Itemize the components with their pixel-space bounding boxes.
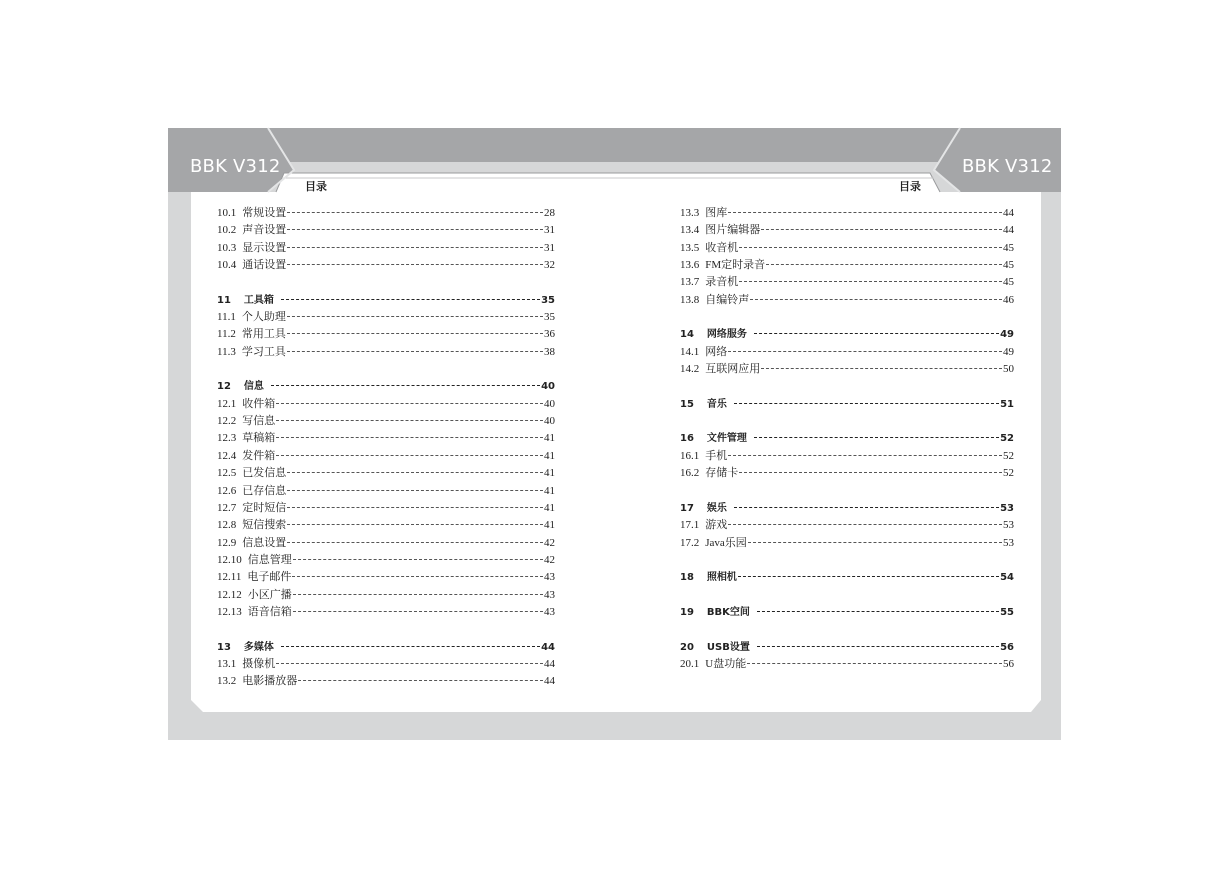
toc-leader-dots [287, 472, 543, 473]
toc-leader-dots [739, 247, 1002, 248]
toc-entry-page: 41 [544, 467, 555, 480]
toc-entry-title: 网络 [705, 345, 728, 358]
toc-entry-title: 电影播放器 [242, 675, 298, 688]
toc-entry-number: 10.4 [217, 259, 237, 272]
toc-entry-page: 44 [1003, 224, 1014, 237]
toc-leader-dots [748, 542, 1002, 543]
toc-entry[interactable] [217, 656, 555, 673]
toc-entry-number: 20.1 [680, 657, 700, 670]
toc-entry[interactable] [217, 552, 555, 569]
toc-entry-number: 12.2 [217, 415, 237, 428]
toc-entry-number: 13.7 [680, 276, 700, 289]
toc-entry[interactable] [217, 535, 555, 552]
toc-entry-number: 11.2 [217, 328, 236, 341]
toc-leader-dots [293, 559, 543, 560]
toc-leader-dots [761, 229, 1002, 230]
toc-entry-number: 13 [217, 641, 231, 653]
toc-entry[interactable] [217, 587, 555, 604]
toc-entry[interactable] [680, 222, 1014, 239]
toc-entry[interactable] [680, 448, 1014, 465]
toc-entry[interactable] [680, 535, 1014, 552]
toc-entry-title: 照相机 [706, 572, 737, 584]
toc-gap [680, 309, 1014, 326]
toc-entry-page: 32 [544, 259, 555, 272]
toc-entry-number: 12.10 [217, 553, 242, 566]
toc-entry-number: 20 [680, 641, 694, 653]
toc-entry-number: 12.3 [217, 432, 237, 445]
toc-entry-number: 11 [217, 294, 231, 306]
toc-entry-title: 常用工具 [241, 328, 286, 341]
toc-leader-dots [750, 299, 1002, 300]
brand-title-right: BBK V312 [962, 156, 1053, 177]
toc-entry-title: 互联网应用 [705, 363, 761, 376]
toc-entry[interactable] [217, 413, 555, 430]
toc-entry-title: 个人助理 [241, 311, 286, 324]
toc-entry-title: 发件箱 [242, 449, 276, 462]
toc-entry-title: 定时短信 [242, 501, 287, 514]
toc-leader-dots [287, 542, 543, 543]
toc-entry-title: 小区广播 [247, 588, 292, 601]
toc-leader-dots [287, 316, 543, 317]
toc-entry[interactable] [217, 430, 555, 447]
toc-entry-title: 游戏 [705, 519, 728, 532]
toc-column-left [217, 205, 555, 691]
toc-leader-dots [293, 611, 543, 612]
toc-entry-page: 49 [1000, 329, 1014, 341]
toc-entry[interactable] [217, 309, 555, 326]
toc-entry[interactable] [217, 465, 555, 482]
toc-entry-page: 53 [1003, 536, 1014, 549]
toc-entry-page: 44 [544, 657, 555, 670]
toc-entry-title: 声音设置 [242, 224, 287, 237]
toc-entry-number: 12.12 [217, 588, 242, 601]
toc-leader-dots [287, 264, 543, 265]
toc-entry-title: 信息设置 [242, 536, 287, 549]
toc-entry-number: 11.1 [217, 311, 236, 324]
toc-entry-title: 图片编辑器 [705, 224, 761, 237]
toc-entry-page: 53 [1003, 519, 1014, 532]
toc-entry-page: 40 [544, 415, 555, 428]
toc-entry-title: 收音机 [705, 241, 739, 254]
toc-entry[interactable] [217, 673, 555, 690]
toc-leader-dots [287, 490, 543, 491]
toc-entry-number: 17 [680, 502, 694, 514]
toc-leader-dots [728, 212, 1002, 213]
toc-entry[interactable] [680, 257, 1014, 274]
toc-entry-page: 55 [1000, 606, 1014, 618]
toc-entry-page: 36 [544, 328, 555, 341]
toc-entry[interactable] [680, 361, 1014, 378]
toc-entry[interactable] [217, 205, 555, 222]
toc-entry-number: 19 [680, 606, 694, 618]
toc-entry[interactable] [217, 569, 555, 586]
toc-entry-page: 41 [544, 519, 555, 532]
toc-leader-dots [276, 663, 543, 664]
toc-entry-number: 14 [680, 329, 694, 341]
toc-entry-title: 录音机 [705, 276, 739, 289]
toc-leader-dots [747, 663, 1002, 664]
toc-entry[interactable] [680, 292, 1014, 309]
toc-entry-page: 53 [1000, 502, 1014, 514]
toc-entry-title: 已发信息 [242, 467, 287, 480]
toc-chapter-entry[interactable] [217, 378, 555, 395]
toc-entry-page: 49 [1003, 345, 1014, 358]
toc-entry[interactable] [680, 344, 1014, 361]
toc-entry-number: 12.8 [217, 519, 237, 532]
toc-entry[interactable] [680, 274, 1014, 291]
toc-entry-page: 41 [544, 501, 555, 514]
toc-leader-dots [287, 212, 543, 213]
toc-chapter-entry[interactable] [680, 396, 1014, 413]
toc-entry[interactable] [217, 222, 555, 239]
brand-title-left: BBK V312 [190, 156, 281, 177]
toc-entry-page: 52 [1003, 467, 1014, 480]
toc-entry-number: 13.8 [680, 293, 700, 306]
toc-entry-number: 13.4 [680, 224, 700, 237]
toc-entry[interactable] [217, 326, 555, 343]
toc-chapter-entry[interactable] [680, 500, 1014, 517]
toc-entry-title: 学习工具 [241, 345, 286, 358]
header-band [168, 128, 1061, 162]
toc-entry-page: 51 [1000, 398, 1014, 410]
toc-entry-number: 10.1 [217, 207, 237, 219]
toc-entry-number: 11.3 [217, 345, 236, 358]
toc-entry-page: 42 [544, 553, 555, 566]
toc-gap [680, 378, 1014, 395]
toc-leader-dots [728, 524, 1002, 525]
toc-entry-title: FM定时录音 [705, 259, 766, 272]
toc-entry-number: 12.7 [217, 501, 237, 514]
toc-entry-page: 31 [544, 224, 555, 237]
toc-entry-title: 存储卡 [705, 467, 739, 480]
toc-gap [680, 587, 1014, 604]
toc-entry-title: 手机 [705, 449, 728, 462]
toc-leader-dots [276, 420, 543, 421]
toc-entry[interactable] [680, 465, 1014, 482]
toc-leader-dots [281, 299, 540, 300]
toc-entry-page: 44 [1003, 207, 1014, 219]
toc-entry-page: 43 [544, 588, 555, 601]
toc-entry-title: 信息管理 [247, 553, 292, 566]
toc-entry-number: 13.6 [680, 259, 700, 272]
toc-entry-page: 35 [544, 311, 555, 324]
section-label-left: 目录 [305, 180, 327, 193]
toc-entry-number: 16 [680, 433, 694, 445]
toc-leader-dots [739, 472, 1002, 473]
toc-gap [680, 621, 1014, 638]
toc-entry[interactable] [217, 500, 555, 517]
toc-leader-dots [287, 247, 543, 248]
toc-leader-dots [271, 385, 540, 386]
toc-leader-dots [281, 646, 540, 647]
toc-leader-dots [276, 437, 543, 438]
toc-gap [217, 361, 555, 378]
toc-entry-number: 12.4 [217, 449, 237, 462]
toc-leader-dots [761, 368, 1002, 369]
toc-entry-number: 17.2 [680, 536, 700, 549]
toc-entry-title: U盘功能 [705, 657, 747, 670]
toc-entry-page: 54 [1000, 572, 1014, 584]
toc-entry-number: 13.5 [680, 241, 700, 254]
toc-leader-dots [754, 437, 999, 438]
toc-chapter-entry[interactable] [217, 639, 555, 656]
toc-entry[interactable] [217, 396, 555, 413]
toc-entry-page: 41 [544, 449, 555, 462]
toc-entry-title: 电子邮件 [247, 571, 292, 584]
toc-leader-dots [293, 594, 543, 595]
toc-entry-page: 31 [544, 241, 555, 254]
toc-entry-title: 文件管理 [706, 433, 747, 445]
toc-entry-number: 12.9 [217, 536, 237, 549]
toc-entry-number: 12 [217, 381, 231, 393]
toc-entry-title: 娱乐 [706, 502, 727, 514]
toc-entry-title: 通话设置 [242, 259, 287, 272]
toc-entry-number: 15 [680, 398, 694, 410]
toc-chapter-entry[interactable] [680, 569, 1014, 586]
toc-entry-title: 显示设置 [242, 241, 287, 254]
toc-leader-dots [766, 264, 1002, 265]
toc-entry-page: 41 [544, 432, 555, 445]
toc-entry-title: 信息 [243, 381, 264, 393]
toc-entry-page: 42 [544, 536, 555, 549]
toc-entry-title: 常规设置 [242, 207, 287, 219]
toc-leader-dots [728, 351, 1002, 352]
toc-entry-number: 17.1 [680, 519, 700, 532]
toc-entry[interactable] [680, 517, 1014, 534]
toc-entry-title: 工具箱 [243, 294, 274, 306]
toc-entry-page: 38 [544, 345, 555, 358]
section-label-right: 目录 [899, 180, 921, 193]
toc-entry-number: 14.2 [680, 363, 700, 376]
toc-entry-number: 16.1 [680, 449, 700, 462]
toc-entry-page: 56 [1003, 657, 1014, 670]
toc-gap [680, 552, 1014, 569]
toc-leader-dots [287, 229, 543, 230]
toc-column-right [680, 205, 1014, 673]
toc-entry[interactable] [680, 656, 1014, 673]
toc-leader-dots [728, 455, 1002, 456]
toc-entry[interactable] [217, 344, 555, 361]
toc-entry-title: Java乐园 [705, 536, 747, 549]
toc-entry-page: 52 [1003, 449, 1014, 462]
toc-entry-page: 28 [544, 207, 555, 219]
toc-leader-dots [292, 576, 543, 577]
toc-entry-number: 12.5 [217, 467, 237, 480]
toc-entry[interactable] [217, 604, 555, 621]
toc-entry-number: 10.3 [217, 241, 237, 254]
toc-entry-title: 写信息 [242, 415, 276, 428]
toc-leader-dots [287, 507, 543, 508]
toc-chapter-entry[interactable] [680, 639, 1014, 656]
toc-entry[interactable] [680, 205, 1014, 222]
toc-leader-dots [734, 403, 999, 404]
toc-entry-page: 45 [1003, 259, 1014, 272]
toc-entry-title: 短信搜索 [242, 519, 287, 532]
toc-leader-dots [739, 281, 1002, 282]
toc-entry-number: 12.11 [217, 571, 242, 584]
toc-entry-title: 网络服务 [706, 329, 747, 341]
toc-entry-title: 摄像机 [242, 657, 276, 670]
toc-entry-page: 35 [541, 294, 555, 306]
toc-entry-title: USB设置 [706, 641, 750, 653]
toc-entry-page: 44 [544, 675, 555, 688]
toc-entry-title: 图库 [705, 207, 728, 219]
toc-entry-page: 56 [1000, 641, 1014, 653]
toc-leader-dots [287, 333, 543, 334]
toc-leader-dots [738, 576, 999, 577]
toc-leader-dots [754, 333, 999, 334]
toc-entry-title: 草稿箱 [242, 432, 276, 445]
toc-entry-page: 43 [544, 605, 555, 618]
toc-entry-number: 13.1 [217, 657, 237, 670]
toc-entry-number: 18 [680, 572, 694, 584]
toc-entry-title: 收件箱 [242, 397, 276, 410]
toc-entry-page: 46 [1003, 293, 1014, 306]
toc-gap [217, 274, 555, 291]
toc-entry-page: 44 [541, 641, 555, 653]
toc-entry-number: 12.13 [217, 605, 242, 618]
toc-entry-title: BBK空间 [706, 606, 750, 618]
toc-entry-page: 50 [1003, 363, 1014, 376]
toc-entry[interactable] [217, 257, 555, 274]
toc-entry[interactable] [680, 240, 1014, 257]
toc-leader-dots [757, 646, 999, 647]
toc-entry-page: 52 [1000, 433, 1014, 445]
toc-entry-number: 14.1 [680, 345, 700, 358]
toc-chapter-entry[interactable] [680, 604, 1014, 621]
toc-leader-dots [757, 611, 999, 612]
toc-gap [680, 413, 1014, 430]
toc-entry[interactable] [217, 517, 555, 534]
toc-entry-number: 13.3 [680, 207, 700, 219]
toc-entry-title: 语音信箱 [247, 605, 292, 618]
toc-entry-number: 12.6 [217, 484, 237, 497]
toc-entry-page: 45 [1003, 276, 1014, 289]
toc-leader-dots [298, 680, 543, 681]
toc-chapter-entry[interactable] [217, 292, 555, 309]
toc-entry-title: 音乐 [706, 398, 727, 410]
toc-entry-number: 13.2 [217, 675, 237, 688]
toc-gap [680, 483, 1014, 500]
toc-leader-dots [287, 351, 543, 352]
toc-chapter-entry[interactable] [680, 326, 1014, 343]
toc-entry-number: 10.2 [217, 224, 237, 237]
toc-leader-dots [734, 507, 999, 508]
toc-chapter-entry[interactable] [680, 430, 1014, 447]
toc-entry-page: 45 [1003, 241, 1014, 254]
toc-leader-dots [276, 455, 543, 456]
toc-entry-page: 43 [544, 571, 555, 584]
toc-entry-page: 41 [544, 484, 555, 497]
toc-leader-dots [287, 524, 543, 525]
toc-leader-dots [276, 403, 543, 404]
toc-entry-title: 自编铃声 [705, 293, 750, 306]
toc-entry-number: 12.1 [217, 397, 237, 410]
toc-entry[interactable] [217, 483, 555, 500]
toc-gap [217, 621, 555, 638]
toc-entry-title: 已存信息 [242, 484, 287, 497]
toc-entry[interactable] [217, 448, 555, 465]
toc-entry[interactable] [217, 240, 555, 257]
toc-entry-page: 40 [541, 381, 555, 393]
toc-entry-title: 多媒体 [243, 641, 274, 653]
toc-entry-number: 16.2 [680, 467, 700, 480]
toc-entry-page: 40 [544, 397, 555, 410]
